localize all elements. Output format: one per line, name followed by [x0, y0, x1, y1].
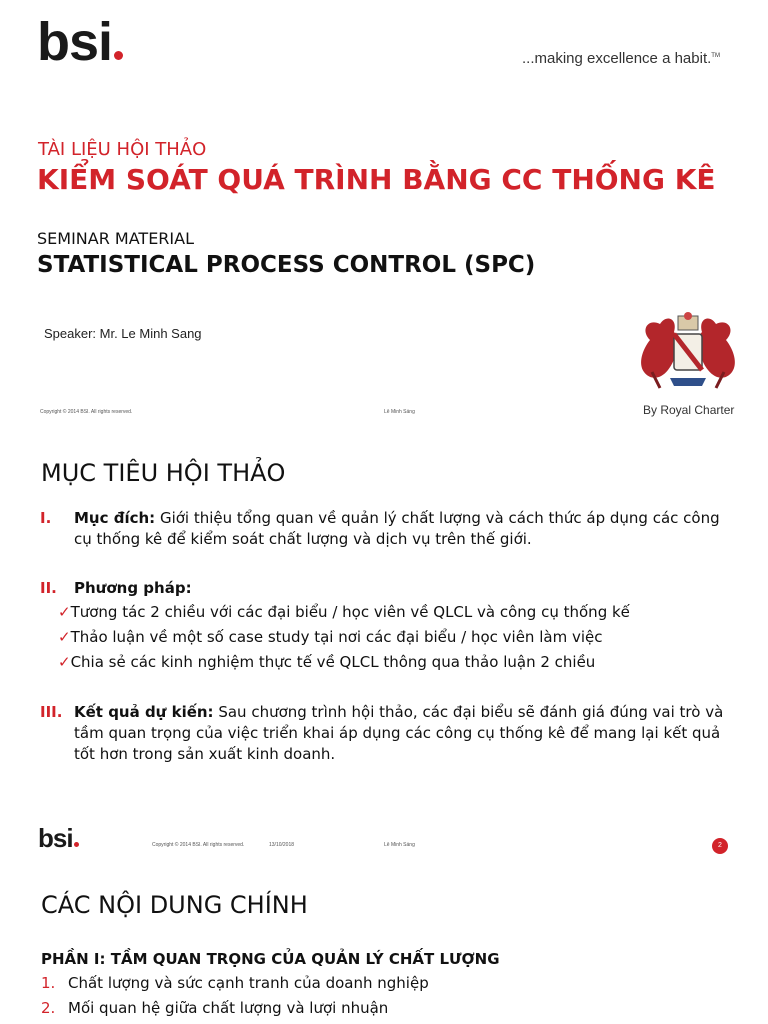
item-2-number: II. [40, 579, 57, 597]
contents-item-1 [41, 973, 429, 994]
part-title: PHẦN I: TẦM QUAN TRỌNG CỦA QUẢN LÝ CHẤT LƯỢNG [41, 950, 500, 968]
title-big: KIỂM SOÁT QUÁ TRÌNH BẰNG CC THỐNG KÊ [37, 163, 716, 196]
bsi-logo [37, 14, 123, 70]
page-number-badge: 2 [712, 838, 728, 854]
tagline [522, 50, 720, 67]
speaker: Speaker: Mr. Le Minh Sang [44, 326, 202, 341]
check-item-3-text: Chia sẻ các kinh nghiệm thực tế về QLCL thông qua thảo luận 2 chiều [70, 653, 596, 671]
footer-date: 13/10/2018 [269, 842, 295, 848]
footer-bsi-logo-dot [74, 842, 79, 847]
author: Lê Minh Sáng [384, 409, 415, 415]
check-item-2-text: Thảo luận về một số case study tại nơi các đại biểu / học viên làm việc [70, 628, 603, 646]
objectives-heading: MỤC TIÊU HỘI THẢO [41, 459, 286, 487]
item-1-text [74, 508, 734, 550]
check-item-1-text: Tương tác 2 chiều với các đại biểu / học viên về QLCL và công cụ thống kế [70, 603, 630, 621]
title-small: TÀI LIỆU HỘI THẢO [38, 139, 207, 160]
royal-charter: By Royal Charter [643, 403, 735, 417]
contents-heading: CÁC NỘI DUNG CHÍNH [41, 891, 308, 919]
check-icon: ✓ [58, 653, 71, 671]
contents-item-2 [41, 998, 388, 1019]
footer-copyright: Copyright © 2014 BSI. All rights reserved. [152, 842, 245, 848]
item-3-number: III. [40, 703, 63, 721]
contents-item-2-number: 2. [41, 999, 56, 1017]
tagline-tm: TM [711, 53, 720, 59]
check-icon: ✓ [58, 628, 71, 646]
copyright: Copyright © 2014 BSI. All rights reserved. [40, 409, 133, 415]
item-2-label: Phương pháp: [74, 579, 192, 597]
royal-crest-icon [630, 310, 746, 394]
bsi-logo-text: bsi [37, 12, 113, 72]
tagline-text: ...making excellence a habit. [522, 50, 712, 67]
check-item-3 [58, 652, 595, 673]
item-1-body: Giới thiệu tổng quan về quản lý chất lượng và cách thức áp dụng các công cụ thống kê để kiểm soát chất lượng và dịch vụ trên thế giới. [74, 509, 720, 548]
footer-bsi-logo-text: bsi [38, 823, 73, 853]
item-1-label: Mục đích: [74, 509, 156, 527]
item-3-body: Sau chương trình hội thảo, các đại biểu sẽ đánh giá đúng vai trò và tầm quan trọng của việc triển khai áp dụng các công cụ thống kê để mang lại kết quả tốt hơn trong sản xuất kinh doanh. [74, 703, 724, 763]
check-item-2 [58, 627, 602, 648]
subtitle-small: SEMINAR MATERIAL [37, 229, 194, 248]
check-item-1 [58, 602, 630, 623]
item-3-label: Kết quả dự kiến: [74, 703, 214, 721]
item-1-number: I. [40, 509, 52, 527]
footer-bsi-logo [38, 824, 79, 852]
contents-item-1-number: 1. [41, 974, 56, 992]
footer-author: Lê Minh Sáng [384, 842, 415, 848]
subtitle-big: STATISTICAL PROCESS CONTROL (SPC) [37, 252, 536, 278]
contents-item-1-text: Chất lượng và sức cạnh tranh của doanh nghiệp [68, 974, 429, 992]
item-3-text [74, 702, 734, 765]
bsi-logo-dot [114, 51, 123, 60]
contents-item-2-text: Mối quan hệ giữa chất lượng và lượi nhuận [68, 999, 389, 1017]
check-icon: ✓ [58, 603, 71, 621]
